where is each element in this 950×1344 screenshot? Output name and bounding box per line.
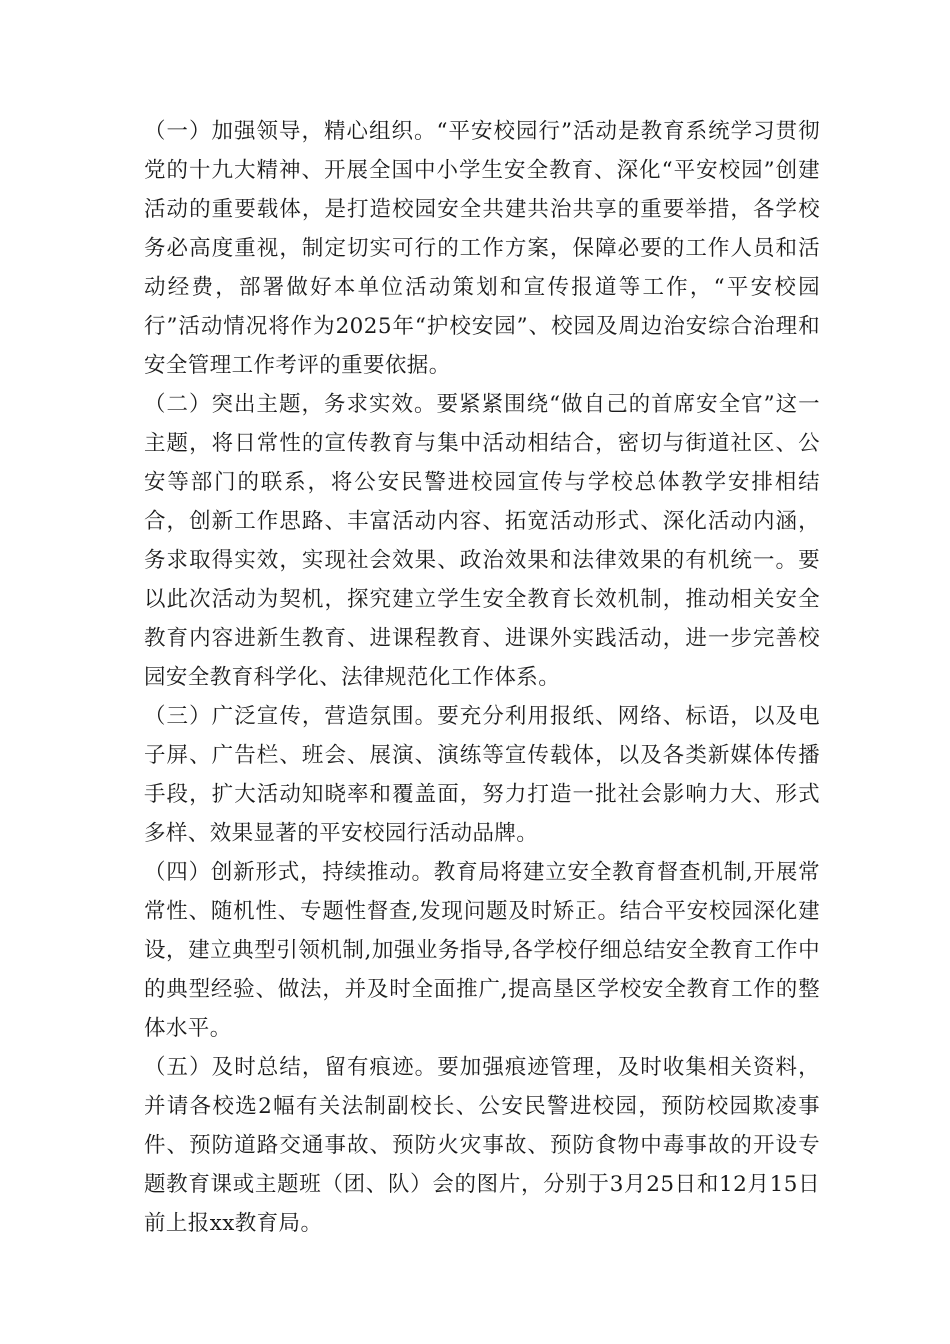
paragraph-2: （二）突出主题，务求实效。要紧紧围绕“做自己的首席安全官”这一主题，将日常性的宣传教育与集中活动相结合，密切与街道社区、公安等部门的联系，将公安民警进校园宣传与学校总体教学安排相结合，创新工作思路、丰富活动内容、拓宽活动形式、深化活动内涵，务求取得实效，实现社会效果、政治效果和法律效果的有机统一。要以此次活动为契机，探究建立学生安全教育长效机制，推动相关安全教育内容进新生教育、进课程教育、进课外实践活动，进一步完善校园安全教育科学化、法律规范化工作体系。 — [144, 392, 820, 690]
paragraph-5: （五）及时总结，留有痕迹。要加强痕迹管理，及时收集相关资料，并请各校选2幅有关法制副校长、公安民警进校园，预防校园欺凌事件、预防道路交通事故、预防火灾事故、预防食物中毒事故的开设专题教育课或主题班（团、队）会的图片，分别于3月25日和12月15日前上报xx教育局。 — [144, 1055, 820, 1236]
paragraph-1: （一）加强领导，精心组织。“平安校园行”活动是教育系统学习贯彻党的十九大精神、开展全国中小学生安全教育、深化“平安校园”创建活动的重要载体，是打造校园安全共建共治共享的重要举措，各学校务必高度重视，制定切实可行的工作方案，保障必要的工作人员和活动经费，部署做好本单位活动策划和宣传报道等工作，“平安校园行”活动情况将作为2025年“护校安园”、校园及周边治安综合治理和安全管理工作考评的重要依据。 — [144, 119, 820, 378]
document-body — [144, 112, 820, 1243]
paragraph-4: （四）创新形式，持续推动。教育局将建立安全教育督查机制,开展常常性、随机性、专题性督查,发现问题及时矫正。结合平安校园深化建设，建立典型引领机制,加强业务指导,各学校仔细总结安全教育工作中的典型经验、做法，并及时全面推广,提高垦区学校安全教育工作的整体水平。 — [144, 860, 820, 1041]
paragraph-3: （三）广泛宣传，营造氛围。要充分利用报纸、网络、标语，以及电子屏、广告栏、班会、展演、演练等宣传载体，以及各类新媒体传播手段，扩大活动知晓率和覆盖面，努力打造一批社会影响力大、形式多样、效果显著的平安校园行活动品牌。 — [144, 704, 820, 846]
